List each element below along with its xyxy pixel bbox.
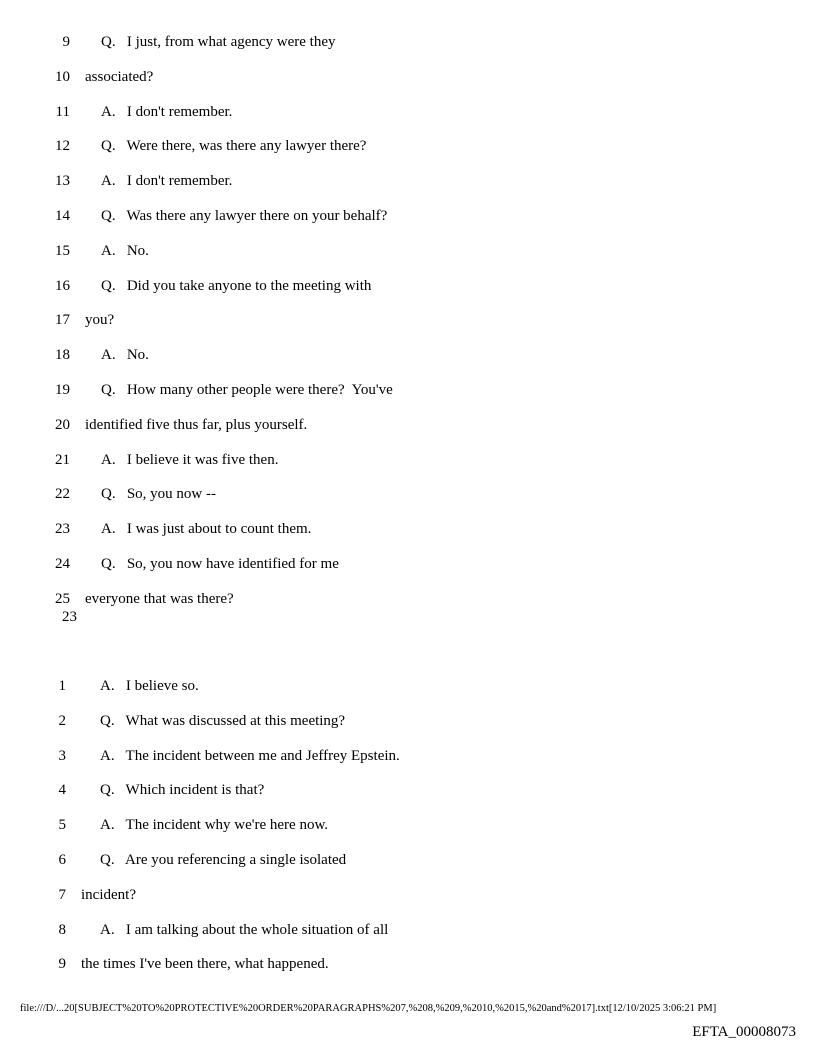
line-text: you? (85, 312, 115, 329)
transcript-line (0, 102, 816, 122)
line-text: Q. So, you now have identified for me (101, 556, 339, 572)
line-text: Q. Did you take anyone to the meeting with (101, 277, 372, 294)
transcript-line (0, 136, 816, 156)
transcript-line (0, 746, 816, 766)
line-number: 11 (55, 103, 70, 120)
line-number: 12 (55, 138, 70, 155)
transcript-line (0, 450, 816, 470)
transcript-line (0, 310, 816, 330)
transcript-line (0, 345, 816, 365)
line-text: identified five thus far, plus yourself. (85, 416, 308, 433)
line-text: Q. What was discussed at this meeting? (100, 712, 346, 729)
transcript-line (0, 241, 816, 261)
line-text: the times I've been there, what happened. (81, 956, 329, 973)
line-text: A. I believe so. (100, 678, 199, 694)
line-number: 13 (55, 173, 70, 190)
line-text: A. No. (101, 347, 149, 364)
transcript-line (0, 206, 816, 226)
line-text: A. I was just about to count them. (101, 521, 312, 538)
transcript-line (0, 171, 816, 191)
line-number: 9 (58, 956, 66, 973)
line-text: A. I am talking about the whole situation of all (100, 921, 389, 938)
line-number: 2 (58, 712, 66, 729)
line-text: Q. Are you referencing a single isolated (100, 852, 347, 868)
line-number: 7 (58, 886, 66, 903)
transcript-line (0, 780, 816, 800)
line-text: Q. How many other people were there? You've (101, 382, 393, 398)
line-number: 24 (55, 556, 70, 572)
line-number: 23 (55, 521, 70, 538)
line-text: Q. Was there any lawyer there on your behalf? (101, 208, 388, 224)
line-number: 3 (58, 747, 66, 764)
transcript-line (0, 920, 816, 940)
transcript-line (0, 32, 816, 52)
line-text: associated? (85, 68, 154, 85)
line-number: 1 (58, 678, 66, 694)
line-number: 20 (55, 416, 70, 433)
line-text: A. The incident between me and Jeffrey Epstein. (100, 747, 400, 764)
transcript-line (0, 276, 816, 296)
line-text: incident? (81, 886, 136, 903)
line-number: 22 (55, 486, 70, 503)
line-text: Q. So, you now -- (101, 486, 216, 503)
line-text: everyone that was there? (85, 590, 234, 607)
line-number: 8 (58, 921, 66, 938)
transcript-line (0, 676, 816, 696)
transcript-line (0, 589, 816, 609)
transcript-line (0, 954, 816, 974)
line-number: 17 (55, 312, 70, 329)
transcript-line (0, 815, 816, 835)
line-text: A. The incident why we're here now. (100, 817, 329, 834)
line-text: A. No. (101, 242, 149, 259)
page-number: 23 (62, 609, 77, 625)
line-text: A. I don't remember. (101, 103, 233, 120)
line-number: 9 (62, 34, 70, 50)
line-text: A. I don't remember. (101, 173, 233, 190)
transcript-line (0, 711, 816, 731)
line-text: Q. I just, from what agency were they (101, 34, 336, 50)
transcript-line (0, 554, 816, 574)
transcript-line (0, 885, 816, 905)
line-number: 19 (55, 382, 70, 398)
line-number: 15 (55, 242, 70, 259)
footer-file-path: file:///D/...20[SUBJECT%20TO%20PROTECTIVE%20ORDER%20PARAGRAPHS%207,%208,%209,%2010,%2015,%20and%2017].txt[12/10/2025 3:06:21 PM] (20, 1003, 717, 1014)
line-number: 6 (58, 852, 66, 868)
transcript-line (0, 519, 816, 539)
transcript-line (0, 850, 816, 870)
bates-number: EFTA_00008073 (692, 1024, 796, 1040)
line-number: 18 (55, 347, 70, 364)
line-number: 4 (58, 782, 66, 799)
transcript-line (0, 415, 816, 435)
line-number: 5 (58, 817, 66, 834)
line-number: 25 (55, 590, 70, 607)
transcript-line (0, 67, 816, 87)
line-text: Q. Were there, was there any lawyer there? (101, 138, 367, 155)
line-number: 21 (55, 451, 70, 468)
line-number: 10 (55, 68, 70, 85)
transcript-line (0, 484, 816, 504)
line-text: Q. Which incident is that? (100, 782, 265, 799)
line-text: A. I believe it was five then. (101, 451, 279, 468)
line-number: 16 (55, 277, 70, 294)
line-number: 14 (55, 208, 70, 224)
transcript-line (0, 380, 816, 400)
